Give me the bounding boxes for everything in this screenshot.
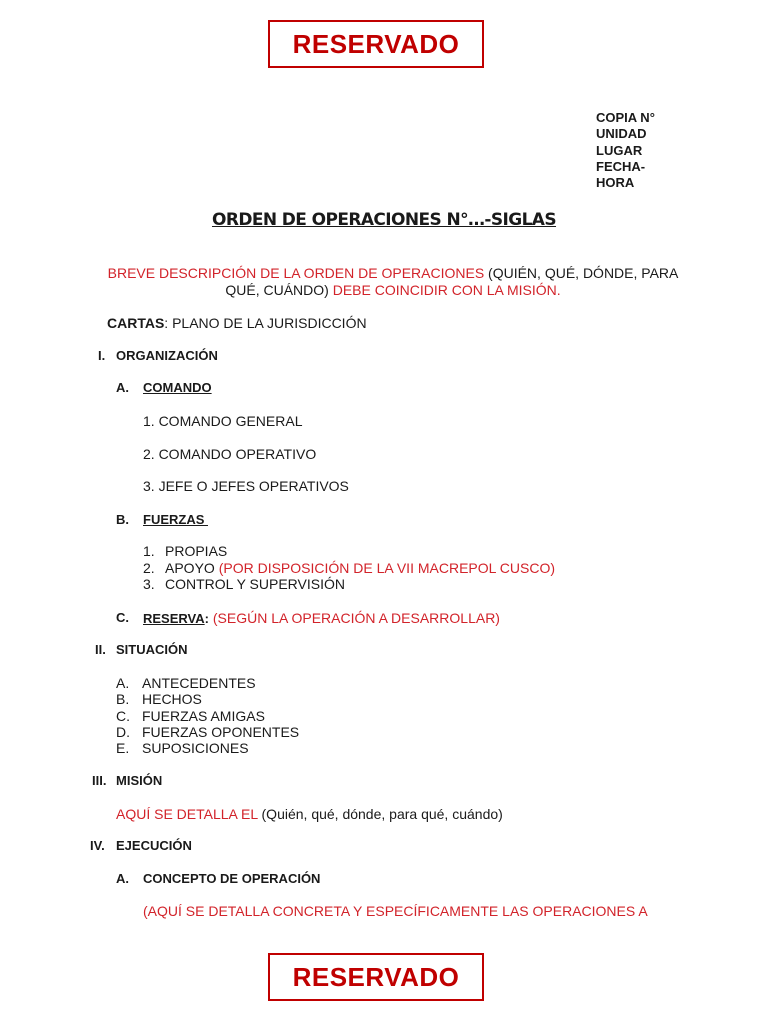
section1-b-number: B. (116, 512, 129, 527)
description-red-1: BREVE DESCRIPCIÓN DE LA ORDEN DE OPERACIONES (107, 265, 485, 281)
section1-c-colon: : (204, 611, 209, 626)
section2-number: II. (95, 642, 106, 657)
situacion-item-b-number: B. (116, 691, 130, 707)
section1-number: I. (98, 348, 106, 363)
section1-c-line (143, 610, 500, 628)
mision-detail-red: AQUÍ SE DETALLA EL (116, 806, 258, 822)
section1-b-title: FUERZAS (143, 512, 208, 527)
comando-item-3: 3. JEFE O JEFES OPERATIVOS (143, 478, 349, 494)
document-header (596, 110, 655, 191)
header-lugar: LUGAR (596, 142, 643, 158)
cartas-label: CARTAS (107, 315, 165, 331)
mision-detail-text: (Quién, qué, dónde, para qué, cuándo) (257, 806, 503, 822)
fuerzas-item-2-text: APOYO (165, 560, 219, 576)
order-description (104, 265, 682, 298)
situacion-item-a: ANTECEDENTES (142, 675, 256, 691)
section3-number: III. (92, 773, 107, 788)
situacion-item-b: HECHOS (142, 691, 202, 707)
situacion-item-c: FUERZAS AMIGAS (142, 708, 265, 724)
section1-a-title: COMANDO (143, 380, 212, 395)
situacion-item-e-number: E. (116, 740, 130, 756)
comando-item-2: 2. COMANDO OPERATIVO (143, 446, 317, 462)
description-text: (QUIÉN, QUÉ, DÓNDE, PARA QUÉ, CUÁNDO) (225, 265, 679, 298)
fuerzas-item-3 (165, 576, 345, 593)
section1-title: ORGANIZACIÓN (116, 348, 218, 363)
situacion-item-d: FUERZAS OPONENTES (142, 724, 300, 740)
situacion-item-a-number: A. (116, 675, 130, 691)
situacion-item-c-number: C. (116, 708, 130, 724)
section2-title: SITUACIÓN (116, 642, 188, 657)
comando-item-1: 1. COMANDO GENERAL (143, 413, 303, 429)
section1-a-number: A. (116, 380, 129, 395)
fuerzas-item-2-red: (POR DISPOSICIÓN DE LA VII MACREPOL CUSCO) (218, 560, 556, 576)
fuerzas-item-2 (165, 560, 555, 577)
header-unidad: UNIDAD (596, 126, 647, 142)
header-hora: HORA (596, 175, 635, 191)
cartas-value: : PLANO DE LA JURISDICCIÓN (164, 315, 367, 331)
reservado-stamp-bottom (268, 953, 484, 1001)
stamp-label: RESERVADO (292, 28, 460, 59)
fuerzas-item-1-text: PROPIAS (165, 543, 228, 559)
section3-title: MISIÓN (116, 773, 163, 788)
header-copia: COPIA N° (596, 110, 655, 125)
document-title: ORDEN DE OPERACIONES N°…-SIGLAS (211, 210, 557, 230)
fuerzas-item-1 (165, 543, 227, 560)
mision-detail (116, 806, 503, 823)
stamp-label: RESERVADO (292, 961, 460, 992)
description-red-2: DEBE COINCIDIR CON LA MISIÓN. (332, 281, 561, 298)
reservado-stamp-top (268, 20, 484, 68)
fuerzas-item-3-number: 3. (143, 576, 155, 592)
fuerzas-item-3-text: CONTROL Y SUPERVISIÓN (165, 576, 345, 592)
header-fecha: FECHA- (596, 158, 646, 174)
cartas-line (107, 315, 367, 332)
section4-title: EJECUCIÓN (116, 838, 192, 853)
fuerzas-item-1-number: 1. (143, 543, 155, 559)
situacion-item-d-number: D. (116, 724, 130, 740)
section4-a-title: CONCEPTO DE OPERACIÓN (143, 871, 321, 886)
section1-c-red: (SEGÚN LA OPERACIÓN A DESARROLLAR) (209, 610, 500, 626)
section1-c-number: C. (116, 610, 129, 625)
section4-a-number: A. (116, 871, 129, 886)
concepto-detail-red: (AQUÍ SE DETALLA CONCRETA Y ESPECÍFICAMENTE LAS OPERACIONES A (143, 903, 648, 919)
section1-c-title: RESERVA (143, 611, 205, 626)
section4-number: IV. (90, 838, 105, 853)
fuerzas-item-2-number: 2. (143, 560, 155, 576)
situacion-item-e: SUPOSICIONES (142, 740, 249, 756)
